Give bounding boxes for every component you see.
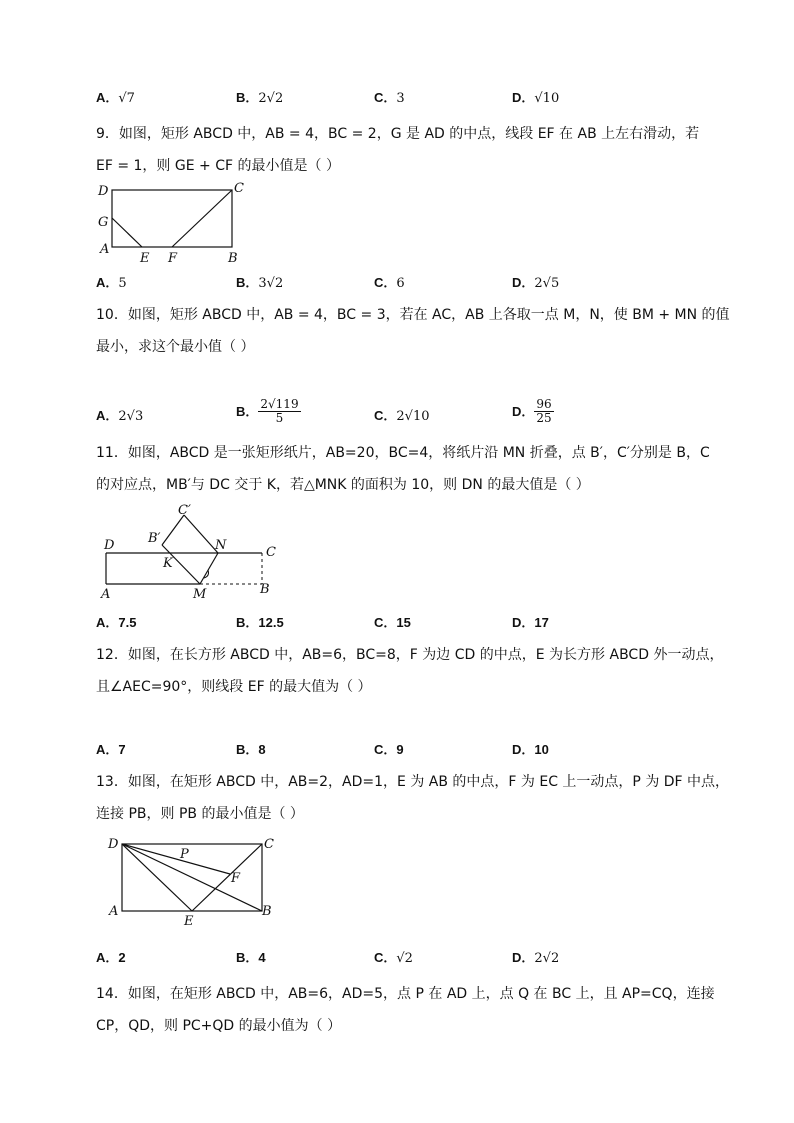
q11-label-n: N — [215, 538, 227, 553]
q13-label-p: P — [180, 847, 189, 862]
q10-option-d-fraction: $\frac{96}{25}$ — [536, 397, 552, 426]
q11-option-c: C．15 — [374, 615, 411, 630]
q9-label-b: B — [228, 251, 238, 266]
q11-label-m: M — [193, 587, 207, 602]
q9-text-line1: 9．如图，矩形 ABCD 中，AB = 4，BC = 2，G 是 AD 的中点，线段 EF 在 AB 上左右滑动，若 — [96, 126, 700, 142]
q12-text-line2: 且∠AEC=90°，则线段 EF 的最大值为（ ） — [96, 679, 372, 695]
q10-option-c: C．2√10 — [374, 408, 430, 424]
q14-text-line1: 14．如图，在矩形 ABCD 中，AB=6，AD=5，点 P 在 AD 上，点 Q 在 BC 上，且 AP=CQ，连接 — [96, 986, 715, 1002]
q11-label-b: B — [260, 582, 270, 597]
q12-option-d: D．10 — [512, 742, 549, 757]
q8-option-b: B．2√2 — [236, 90, 284, 106]
q11-option-b: B．12.5 — [236, 615, 284, 630]
q13-option-d: D．2√2 — [512, 950, 560, 966]
q9-option-a: A．5 — [96, 275, 127, 291]
q9-text-line2: EF = 1，则 GE + CF 的最小值是（ ） — [96, 158, 340, 174]
q11-text-line2: 的对应点，MB′与 DC 交于 K，若△MNK 的面积为 10，则 DN 的最大值是（ ） — [96, 477, 590, 493]
q13-label-b: B — [262, 904, 272, 919]
q9-label-g: G — [98, 215, 109, 230]
q8-option-a: A．√7 — [96, 90, 135, 106]
q13-label-c: C — [264, 837, 274, 852]
q13-option-a: A．2 — [96, 950, 126, 965]
q9-label-a: A — [100, 242, 110, 257]
q11-option-d: D．17 — [512, 615, 549, 630]
q10-option-a: A．2√3 — [96, 408, 144, 424]
q8-option-d: D．√10 — [512, 90, 560, 106]
q9-label-d: D — [98, 184, 109, 199]
q11-diagram — [96, 500, 286, 604]
q11-label-a: A — [101, 587, 111, 602]
q13-text-line2: 连接 PB，则 PB 的最小值是（ ） — [96, 806, 304, 822]
q10-text-line1: 10．如图，矩形 ABCD 中，AB = 4，BC = 3，若在 AC，AB 上各取一点 M，N，使 BM + MN 的值 — [96, 307, 730, 323]
q13-option-c: C．√2 — [374, 950, 413, 966]
q8-option-c: C．3 — [374, 90, 405, 106]
q11-text-line1: 11．如图，ABCD 是一张矩形纸片，AB=20，BC=4，将纸片沿 MN 折叠，点 B′，C′分别是 B，C — [96, 445, 710, 461]
q9-label-f: F — [168, 251, 178, 266]
q9-option-d: D．2√5 — [512, 275, 560, 291]
q9-option-b: B．3√2 — [236, 275, 284, 291]
q10-option-d: D． $\frac{96}{25}$ — [512, 397, 552, 426]
q11-label-c-prime: C′ — [178, 503, 191, 518]
q10-option-b-fraction: $\frac{2√119}{5}$ — [260, 397, 299, 426]
q13-option-b: B．4 — [236, 950, 266, 965]
q12-option-c: C．9 — [374, 742, 404, 757]
q11-label-c: C — [266, 545, 276, 560]
q11-option-a: A．7.5 — [96, 615, 137, 630]
q13-label-d: D — [108, 837, 119, 852]
q11-label-k: K — [163, 556, 173, 571]
q13-label-f: F — [231, 871, 241, 886]
q12-text-line1: 12．如图，在长方形 ABCD 中，AB=6，BC=8，F 为边 CD 的中点，E 为长方形 ABCD 外一动点， — [96, 647, 724, 663]
q14-text-line2: CP，QD，则 PC+QD 的最小值为（ ） — [96, 1018, 342, 1034]
q13-label-a: A — [109, 904, 119, 919]
q10-option-b: B． $\frac{2√119}{5}$ — [236, 397, 299, 426]
q9-diagram — [92, 180, 252, 266]
q10-text-line2: 最小，求这个最小值（ ） — [96, 339, 255, 355]
q12-option-a: A．7 — [96, 742, 126, 757]
q13-diagram — [104, 834, 284, 930]
q13-label-e: E — [184, 914, 194, 929]
q9-option-c: C．6 — [374, 275, 405, 291]
q11-label-d: D — [104, 538, 115, 553]
q9-label-e: E — [140, 251, 150, 266]
q12-option-b: B．8 — [236, 742, 266, 757]
q11-label-b-prime: B′ — [148, 531, 161, 546]
q9-label-c: C — [234, 181, 244, 196]
q13-text-line1: 13．如图，在矩形 ABCD 中，AB=2，AD=1，E 为 AB 的中点，F 为 EC 上一动点，P 为 DF 中点， — [96, 774, 730, 790]
